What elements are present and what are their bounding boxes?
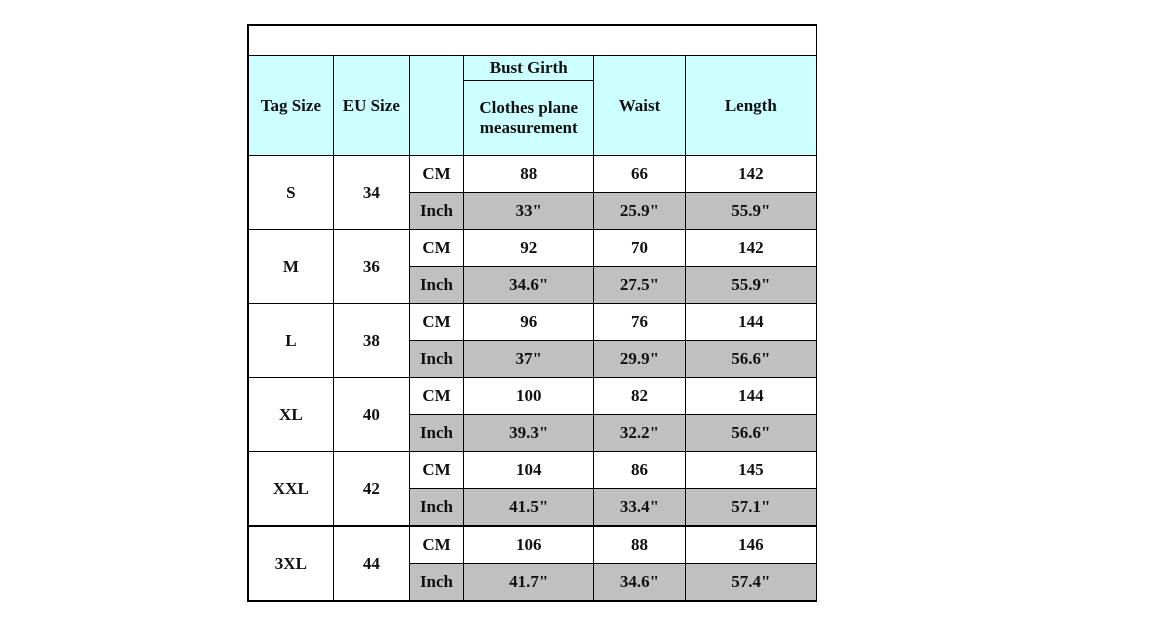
eu-size-cell: 42 [333, 452, 409, 527]
table-row [248, 526, 817, 564]
unit-inch-cell: Inch [409, 341, 463, 378]
waist-inch-cell: 32.2" [594, 415, 685, 452]
tag-size-cell: 3XL [248, 526, 333, 601]
length-cm-cell: 145 [685, 452, 816, 489]
waist-inch-cell: 34.6" [594, 564, 685, 602]
unit-cm-cell: CM [409, 156, 463, 193]
length-inch-cell: 56.6" [685, 341, 816, 378]
tag-size-cell: S [248, 156, 333, 230]
bust-inch-cell: 34.6" [464, 267, 594, 304]
eu-size-cell: 36 [333, 230, 409, 304]
table-title-row [248, 25, 817, 56]
unit-cm-cell: CM [409, 378, 463, 415]
waist-inch-cell: 27.5" [594, 267, 685, 304]
waist-cm-cell: 88 [594, 526, 685, 564]
bust-cm-cell: 104 [464, 452, 594, 489]
size-rows [248, 156, 817, 602]
length-inch-cell: 56.6" [685, 415, 816, 452]
title-cell [248, 25, 817, 56]
waist-inch-cell: 25.9" [594, 193, 685, 230]
tag-size-cell: M [248, 230, 333, 304]
unit-cm-cell: CM [409, 526, 463, 564]
length-inch-cell: 57.4" [685, 564, 816, 602]
eu-size-cell: 44 [333, 526, 409, 601]
unit-cm-cell: CM [409, 230, 463, 267]
header-eu-size: EU Size [333, 56, 409, 156]
bust-subtitle-line2: measurement [479, 118, 578, 137]
tag-size-cell: XXL [248, 452, 333, 527]
table-row [248, 230, 817, 267]
unit-inch-cell: Inch [409, 267, 463, 304]
waist-cm-cell: 70 [594, 230, 685, 267]
header-row [248, 56, 817, 81]
header-length: Length [685, 56, 816, 156]
unit-inch-cell: Inch [409, 489, 463, 527]
bust-inch-cell: 41.5" [464, 489, 594, 527]
header-bust-subtitle [464, 81, 594, 156]
waist-inch-cell: 33.4" [594, 489, 685, 527]
length-cm-cell: 142 [685, 156, 816, 193]
unit-inch-cell: Inch [409, 415, 463, 452]
eu-size-cell: 38 [333, 304, 409, 378]
header-unit [409, 56, 463, 156]
length-cm-cell: 146 [685, 526, 816, 564]
waist-cm-cell: 86 [594, 452, 685, 489]
header-bust-girth: Bust Girth [464, 56, 594, 81]
bust-inch-cell: 37" [464, 341, 594, 378]
eu-size-cell: 34 [333, 156, 409, 230]
header-tag-size: Tag Size [248, 56, 333, 156]
table-row [248, 378, 817, 415]
unit-inch-cell: Inch [409, 564, 463, 602]
length-cm-cell: 142 [685, 230, 816, 267]
bust-inch-cell: 33" [464, 193, 594, 230]
table-row [248, 452, 817, 489]
bust-subtitle-line1: Clothes plane [479, 98, 579, 118]
eu-size-cell: 40 [333, 378, 409, 452]
unit-cm-cell: CM [409, 304, 463, 341]
length-inch-cell: 55.9" [685, 267, 816, 304]
bust-cm-cell: 96 [464, 304, 594, 341]
table-row [248, 156, 817, 193]
unit-cm-cell: CM [409, 452, 463, 489]
waist-cm-cell: 82 [594, 378, 685, 415]
waist-inch-cell: 29.9" [594, 341, 685, 378]
length-cm-cell: 144 [685, 304, 816, 341]
size-chart-table [247, 24, 817, 602]
bust-cm-cell: 92 [464, 230, 594, 267]
bust-inch-cell: 39.3" [464, 415, 594, 452]
table-row [248, 304, 817, 341]
bust-cm-cell: 106 [464, 526, 594, 564]
tag-size-cell: L [248, 304, 333, 378]
bust-inch-cell: 41.7" [464, 564, 594, 602]
length-cm-cell: 144 [685, 378, 816, 415]
waist-cm-cell: 66 [594, 156, 685, 193]
bust-cm-cell: 88 [464, 156, 594, 193]
tag-size-cell: XL [248, 378, 333, 452]
waist-cm-cell: 76 [594, 304, 685, 341]
unit-inch-cell: Inch [409, 193, 463, 230]
length-inch-cell: 57.1" [685, 489, 816, 527]
length-inch-cell: 55.9" [685, 193, 816, 230]
header-waist: Waist [594, 56, 685, 156]
bust-cm-cell: 100 [464, 378, 594, 415]
